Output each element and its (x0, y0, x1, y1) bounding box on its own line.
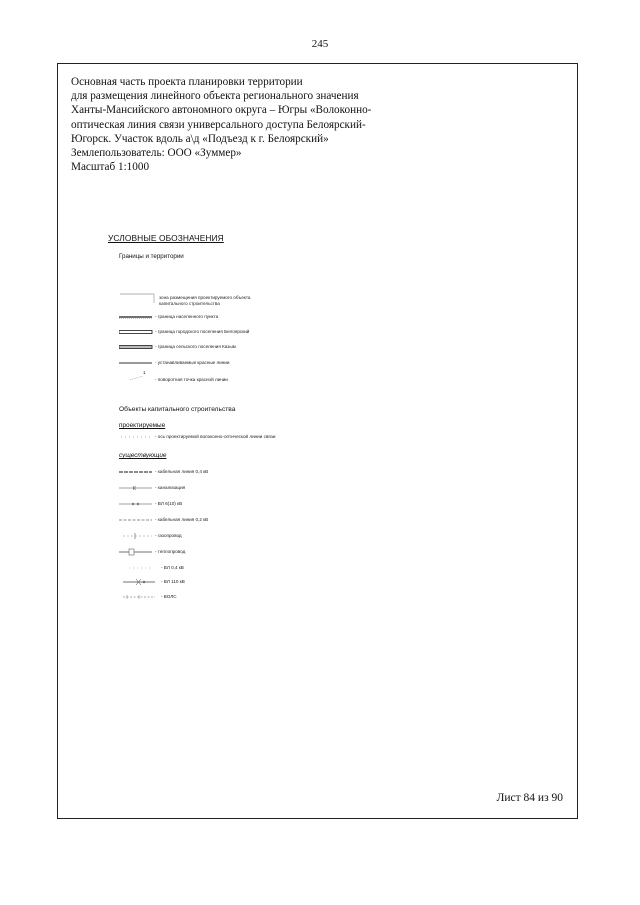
legend-label: - теплопровод (155, 549, 186, 554)
cable-04-symbol (119, 467, 155, 477)
header-line: Основная часть проекта планировки территории (71, 76, 303, 88)
placement-zone-symbol (119, 293, 157, 303)
legend-item-turning-point (119, 370, 379, 386)
legend-label: - ВЛ 0,4 кВ (161, 565, 184, 570)
legend-label: - кабельная линия 0,2 кВ (155, 517, 209, 522)
settlement-border-symbol (119, 312, 155, 322)
legend-label: зона размещения проектируемого объекта (159, 295, 251, 300)
legend (58, 64, 577, 818)
legend-label: - поворотная точка красной линии (155, 377, 228, 382)
legend-item-cable-02 (119, 515, 379, 525)
legend-projected-title: проектируемые (119, 422, 166, 429)
vl-04-symbol (119, 563, 161, 573)
cable-02-symbol (119, 515, 155, 525)
header-line: Югорск. Участок вдоль а\д «Подъезд к г. Белоярский» (71, 132, 329, 145)
vl-610-symbol (119, 499, 155, 509)
legend-label: - ВОЛС (161, 594, 177, 599)
legend-label: - ВЛ 6(10) кВ (155, 501, 183, 506)
red-line-symbol (119, 358, 155, 368)
legend-label: - граница городского поселения Белоярский (155, 329, 250, 334)
legend-item-cable-04 (119, 467, 379, 477)
sheet-number: Лист 84 из 90 (496, 792, 563, 804)
projected-fiber-symbol (119, 432, 155, 442)
rural-border-symbol (119, 342, 155, 352)
legend-label: - ось проектируемой волоконно-оптической линии связи (155, 434, 276, 439)
legend-item-projected-fiber (119, 432, 379, 442)
legend-item-settlement-border (119, 312, 379, 322)
turning-point-number: 1 (143, 370, 146, 375)
legend-item-vl-110 (119, 577, 379, 587)
legend-item-heat (119, 547, 379, 557)
legend-label: - кабельная линия 0,4 кВ (155, 469, 209, 474)
vl-110-symbol (119, 577, 161, 587)
legend-label: - граница населенного пункта (155, 314, 219, 319)
header-line: Землепользователь: ООО «Зуммер» (71, 147, 242, 160)
page-number: 245 (311, 38, 329, 50)
legend-item-fiber (119, 592, 379, 602)
legend-section-capital: Объекты капитального строительства (119, 406, 236, 413)
fiber-symbol (119, 592, 161, 602)
legend-item-rural-border (119, 342, 379, 352)
turning-point-symbol (119, 370, 155, 380)
legend-item-gas (119, 531, 379, 541)
header-line: Ханты-Мансийского автономного округа – Югры «Волоконно- (71, 104, 372, 117)
gas-pipeline-symbol (119, 531, 155, 541)
legend-label: капитального строительства (159, 301, 220, 306)
legend-label: - устанавливаемые красные линии (155, 360, 230, 365)
legend-existing-title: существующие (119, 452, 167, 459)
legend-item-red-lines (119, 358, 379, 368)
legend-title: УСЛОВНЫЕ ОБОЗНАЧЕНИЯ (108, 233, 224, 243)
legend-item-sewer (119, 483, 379, 493)
document-frame (57, 63, 578, 819)
svg-text:К: К (133, 486, 136, 492)
legend-item-vl-610 (119, 499, 379, 509)
legend-label: - граница сельского поселения Казым (155, 344, 236, 349)
legend-label: - канализация (155, 485, 186, 490)
legend-item-placement-zone (119, 293, 379, 307)
legend-section-borders: Границы и территории (119, 253, 184, 260)
urban-border-symbol (119, 327, 155, 337)
sewer-symbol (119, 483, 155, 493)
header-line: оптическая линия связи универсального доступа Белоярский- (71, 118, 366, 131)
header-line: для размещения линейного объекта регионального значения (71, 90, 359, 103)
heat-pipeline-symbol (119, 547, 155, 557)
legend-label: - ВЛ 110 кВ (161, 579, 185, 584)
legend-item-urban-border (119, 327, 379, 337)
legend-label: - газопровод (155, 533, 182, 538)
header-line: Масштаб 1:1000 (71, 161, 150, 174)
legend-item-vl-04 (119, 563, 379, 573)
